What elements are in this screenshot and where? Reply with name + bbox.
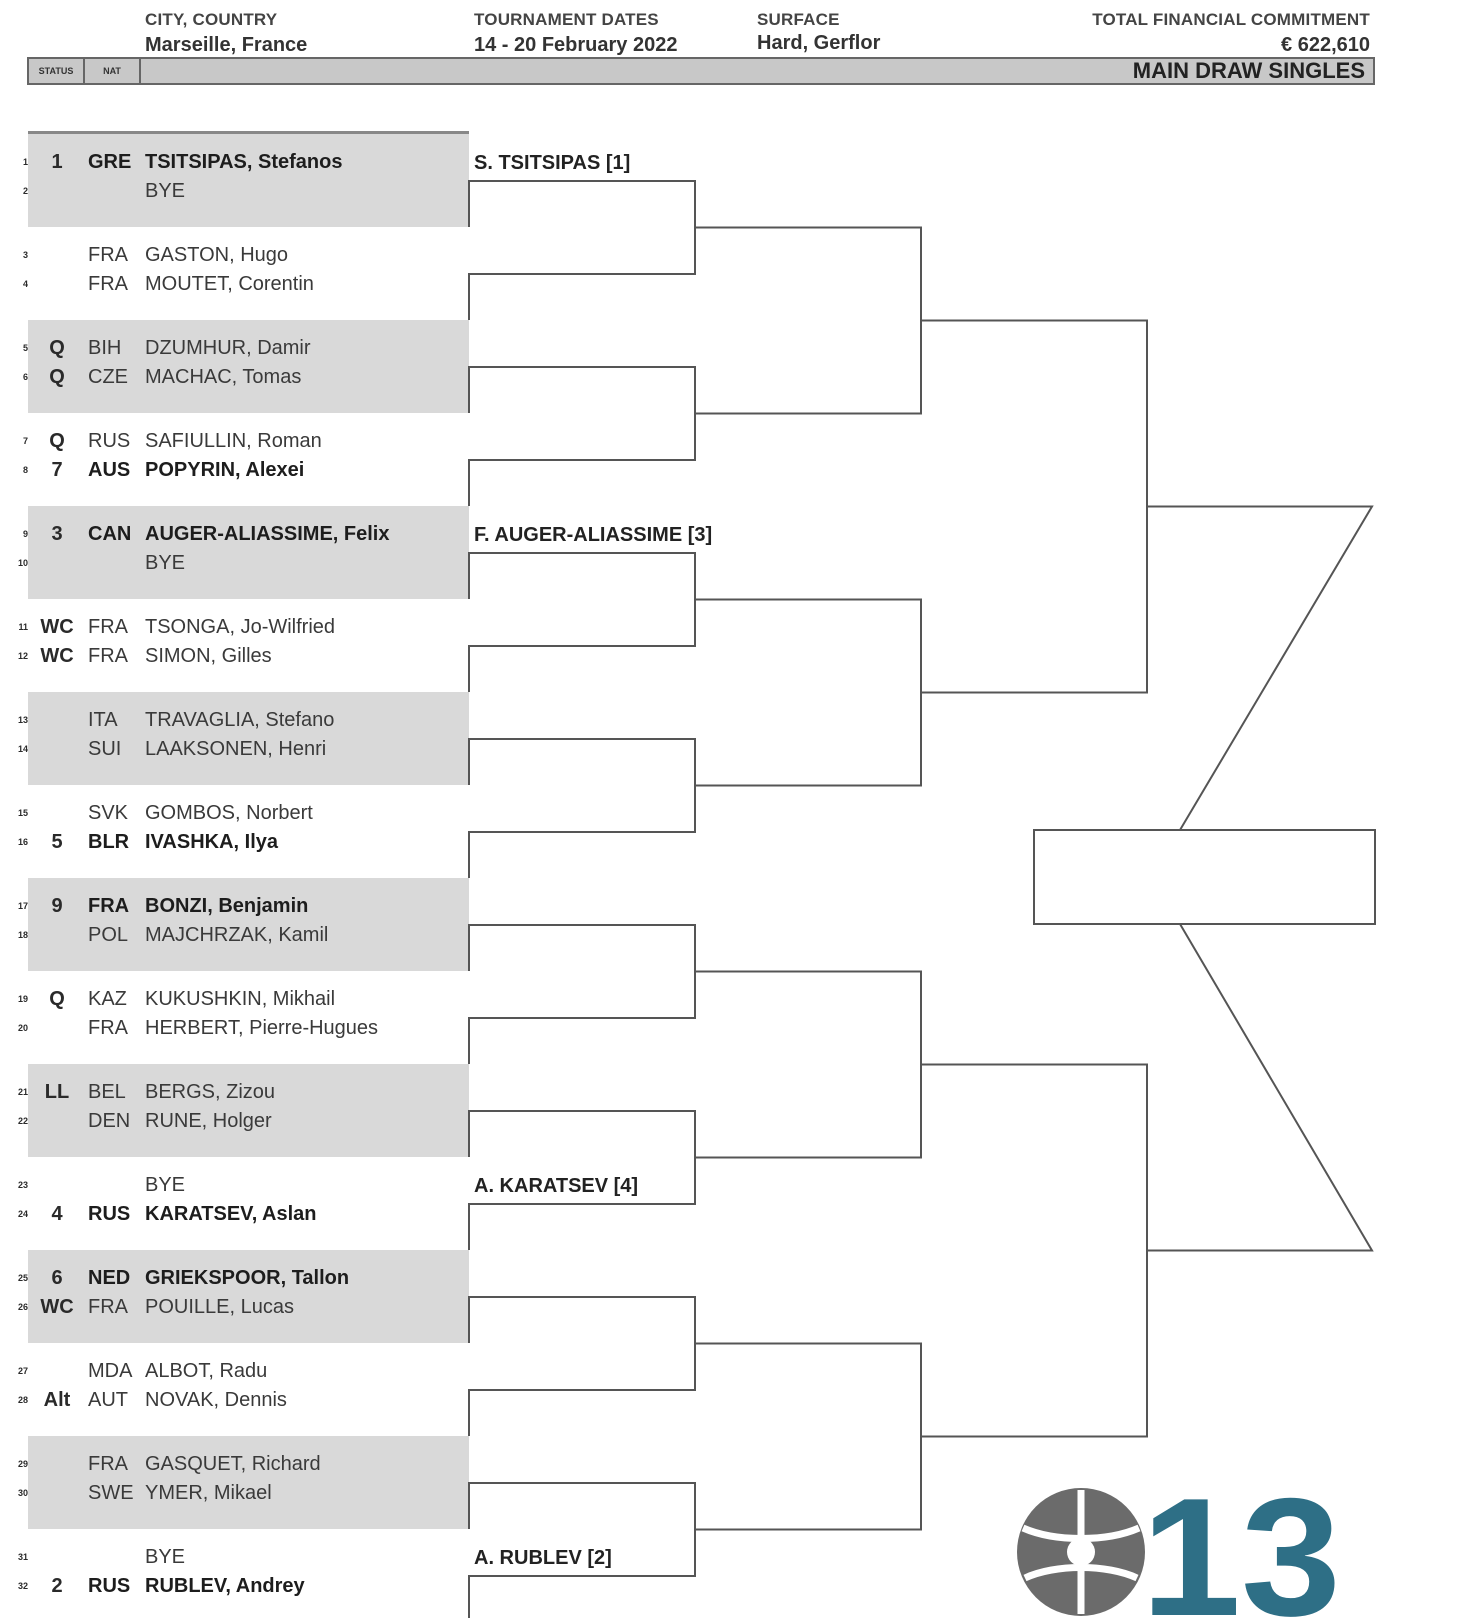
player-nation: GRE: [88, 151, 132, 173]
advancer-label: F. AUGER-ALIASSIME [3]: [474, 524, 713, 546]
player-status: 5: [51, 831, 63, 853]
player-name: KUKUSHKIN, Mikhail: [145, 988, 336, 1010]
player-name: DZUMHUR, Damir: [145, 337, 311, 359]
player-status: 7: [51, 459, 63, 481]
draw-position: 9: [22, 529, 28, 539]
draw-position: 19: [17, 994, 28, 1004]
logo-text: 13: [1141, 1480, 1341, 1618]
player-name: RUNE, Holger: [145, 1110, 272, 1132]
player-nation: ITA: [88, 709, 118, 731]
player-name: BYE: [145, 1174, 186, 1196]
draw-position: 29: [17, 1459, 28, 1469]
player-name: LAAKSONEN, Henri: [145, 738, 327, 760]
player-name: MOUTET, Corentin: [145, 273, 314, 295]
draw-position: 14: [17, 744, 28, 754]
player-name: SIMON, Gilles: [145, 645, 272, 667]
player-name: ALBOT, Radu: [145, 1360, 268, 1382]
draw-position: 8: [22, 465, 28, 475]
player-name: BYE: [145, 180, 186, 202]
player-name: AUGER-ALIASSIME, Felix: [145, 523, 390, 545]
player-status: WC: [40, 616, 74, 638]
player-nation: FRA: [88, 1296, 128, 1318]
player-name: MAJCHRZAK, Kamil: [145, 924, 329, 946]
draw-position: 20: [17, 1023, 28, 1033]
round2-bracket: [469, 1297, 695, 1390]
draw-position: 18: [17, 930, 28, 940]
draw-title: MAIN DRAW SINGLES: [1132, 58, 1365, 83]
semifinal-bracket: [921, 1065, 1147, 1437]
status-column-header: STATUS: [29, 59, 85, 83]
player-nation: FRA: [88, 1453, 128, 1475]
player-nation: BLR: [88, 831, 130, 853]
player-nation: RUS: [88, 1575, 131, 1597]
player-name: BERGS, Zizou: [145, 1081, 276, 1103]
draw-position: 32: [17, 1581, 28, 1591]
player-status: Q: [49, 430, 65, 452]
player-nation: SWE: [88, 1482, 134, 1504]
player-nation: POL: [88, 924, 129, 946]
player-nation: MDA: [88, 1360, 133, 1382]
player-name: KARATSEV, Aslan: [145, 1203, 317, 1225]
round2-bracket: [469, 1483, 695, 1576]
dates-value: 14 - 20 February 2022: [474, 34, 678, 56]
player-status: Alt: [43, 1389, 71, 1411]
semifinal-bracket: [921, 321, 1147, 693]
player-name: GRIEKSPOOR, Tallon: [145, 1267, 350, 1289]
round2-bracket: [469, 1111, 695, 1204]
player-status: 2: [51, 1575, 63, 1597]
draw-position: 2: [22, 186, 28, 196]
draw-position: 27: [17, 1366, 28, 1376]
player-name: RUBLEV, Andrey: [145, 1575, 305, 1597]
player-nation: RUS: [88, 430, 131, 452]
draw-position: 7: [22, 436, 28, 446]
player-status: LL: [44, 1081, 70, 1103]
draw-position: 24: [17, 1209, 28, 1219]
surface-value: Hard, Gerflor: [757, 32, 881, 54]
draw-position: 3: [22, 250, 28, 260]
surface-label: SURFACE: [757, 10, 840, 29]
champion-box: [1034, 830, 1375, 924]
draw-position: 17: [17, 901, 28, 911]
player-nation: RUS: [88, 1203, 131, 1225]
quarterfinal-bracket: [695, 972, 921, 1158]
commitment-value: € 622,610: [1281, 34, 1370, 56]
player-nation: CAN: [88, 523, 132, 545]
round2-bracket: [469, 553, 695, 646]
quarterfinal-bracket: [695, 600, 921, 786]
player-name: BYE: [145, 552, 186, 574]
draw-position: 13: [17, 715, 28, 725]
quarterfinal-bracket: [695, 228, 921, 414]
player-nation: FRA: [88, 895, 130, 917]
player-nation: SVK: [88, 802, 129, 824]
player-name: GASQUET, Richard: [145, 1453, 321, 1475]
advancer-label: A. RUBLEV [2]: [474, 1547, 612, 1569]
player-nation: FRA: [88, 273, 128, 295]
draw-position: 10: [17, 558, 28, 568]
player-name: TSITSIPAS, Stefanos: [145, 151, 343, 173]
player-status: 6: [51, 1267, 63, 1289]
player-name: HERBERT, Pierre-Hugues: [145, 1017, 379, 1039]
draw-position: 11: [18, 622, 28, 632]
player-status: 1: [51, 151, 63, 173]
tournament-logo: [1015, 1480, 1345, 1618]
advancer-label: A. KARATSEV [4]: [474, 1175, 639, 1197]
player-status: Q: [49, 366, 65, 388]
draw-position: 1: [22, 157, 28, 167]
player-nation: NED: [88, 1267, 131, 1289]
draw-position: 30: [17, 1488, 28, 1498]
player-nation: BEL: [88, 1081, 126, 1103]
player-status: 9: [51, 895, 63, 917]
draw-position: 5: [22, 343, 28, 353]
draw-position: 15: [17, 808, 28, 818]
draw-position: 21: [17, 1087, 28, 1097]
draw-position: 4: [22, 279, 28, 289]
player-name: SAFIULLIN, Roman: [145, 430, 322, 452]
player-nation: DEN: [88, 1110, 131, 1132]
draw-position: 16: [17, 837, 28, 847]
player-name: POUILLE, Lucas: [145, 1296, 294, 1318]
round2-bracket: [469, 181, 695, 274]
round2-bracket: [469, 739, 695, 832]
nat-column-header: NAT: [85, 59, 141, 83]
round2-bracket: [469, 367, 695, 460]
final-connector-bottom: [1147, 924, 1372, 1251]
player-status: 3: [51, 523, 63, 545]
player-name: GASTON, Hugo: [145, 244, 289, 266]
player-status: WC: [40, 645, 74, 667]
player-name: YMER, Mikael: [145, 1482, 272, 1504]
tennis-ball-icon: [1017, 1488, 1145, 1616]
quarterfinal-bracket: [695, 1344, 921, 1530]
advancer-label: S. TSITSIPAS [1]: [474, 152, 631, 174]
draw-position: 25: [17, 1273, 28, 1283]
player-name: IVASHKA, Ilya: [145, 831, 278, 853]
player-status: 4: [51, 1203, 63, 1225]
draw-position: 26: [17, 1302, 28, 1312]
player-name: BONZI, Benjamin: [145, 895, 309, 917]
player-nation: FRA: [88, 1017, 128, 1039]
player-nation: FRA: [88, 616, 128, 638]
draw-position: 23: [17, 1180, 28, 1190]
player-status: Q: [49, 988, 65, 1010]
player-name: MACHAC, Tomas: [145, 366, 302, 388]
player-name: BYE: [145, 1546, 186, 1568]
player-status: WC: [40, 1296, 74, 1318]
city-value: Marseille, France: [145, 34, 308, 56]
player-nation: FRA: [88, 645, 128, 667]
player-nation: AUS: [88, 459, 131, 481]
final-connector-top: [1147, 507, 1372, 831]
draw-position: 31: [17, 1552, 28, 1562]
player-nation: KAZ: [88, 988, 127, 1010]
draw-position: 12: [17, 651, 28, 661]
player-name: POPYRIN, Alexei: [145, 459, 305, 481]
draw-position: 28: [17, 1395, 28, 1405]
draw-position: 22: [17, 1116, 28, 1126]
round2-bracket: [469, 925, 695, 1018]
player-name: TRAVAGLIA, Stefano: [145, 709, 335, 731]
city-label: CITY, COUNTRY: [145, 10, 278, 29]
commitment-label: TOTAL FINANCIAL COMMITMENT: [1092, 10, 1370, 29]
player-nation: FRA: [88, 244, 128, 266]
player-name: TSONGA, Jo-Wilfried: [145, 616, 336, 638]
player-nation: AUT: [88, 1389, 128, 1411]
draw-position: 6: [22, 372, 28, 382]
player-name: NOVAK, Dennis: [145, 1389, 287, 1411]
player-nation: CZE: [88, 366, 128, 388]
player-name: GOMBOS, Norbert: [145, 802, 313, 824]
player-nation: SUI: [88, 738, 122, 760]
player-status: Q: [49, 337, 65, 359]
player-nation: BIH: [88, 337, 122, 359]
dates-label: TOURNAMENT DATES: [474, 10, 659, 29]
